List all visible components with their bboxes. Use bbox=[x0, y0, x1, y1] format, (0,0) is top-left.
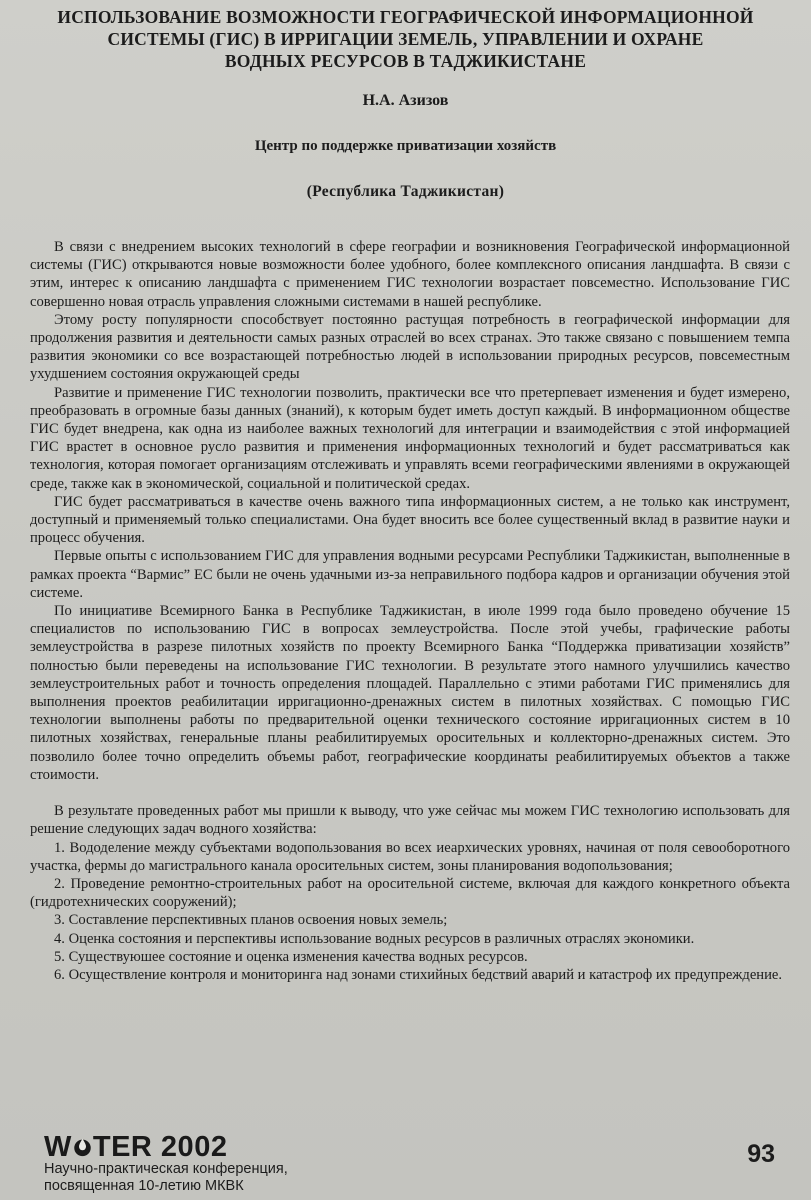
task-list bbox=[30, 839, 790, 985]
author-country: (Республика Таджикистан) bbox=[306, 183, 505, 200]
water-drop-icon bbox=[73, 1136, 92, 1158]
author-organization: Центр по поддержке приватизации хозяйств bbox=[254, 138, 557, 154]
paragraph: По инициативе Всемирного Банка в Республике Таджикистан, в июле 1999 года было проведено обучение 15 специалистов по использованию ГИС в вопросах землеустройства. После этой учебы, графические работы землеустройства в разрезе пилотных хозяйств по проекту Всемирного Банка “Поддержка приватизации хозяйств” полностью были переведены на использование ГИС технологии. В результате этого намного улучшились качество землеустроительных работ и точность определения площадей. Параллельно с этими работами ГИС применялись для выполнения проектов реабилитации ирригационно-дренажных систем в пилотных хозяйствах. С помощью ГИС технологии выполнены работы по предварительной оценки технического состояние ирригационных систем в 10 пилотных хозяйствах, генеральные планы реабилитируемых оросительных и коллекторно-дренажных систем. Это позволило более точно определить объемы работ, географические координаты реабилитируемых объектов а также стоимости. bbox=[30, 603, 790, 783]
article-title bbox=[20, 6, 791, 72]
logo-letter-w: W bbox=[44, 1131, 72, 1163]
conference-subtitle-line-2: посвященная 10-летию МКВК bbox=[44, 1178, 244, 1194]
water-2002-logo bbox=[44, 1132, 227, 1162]
paragraph: ГИС будет рассматриваться в качестве очень важного типа информационных систем, а не только как инструмент, доступный и применяемый только специалистами. Она будет вносить все более существенный вклад в развитие науки и процесс обучения. bbox=[30, 493, 790, 547]
title-line-2: СИСТЕМЫ (ГИС) В ИРРИГАЦИИ ЗЕМЕЛЬ, УПРАВЛЕНИИ И ОХРАНЕ bbox=[107, 29, 704, 49]
author-name: Н.А. Азизов bbox=[362, 92, 449, 109]
list-item: 5. Существуюшее состояние и оценка изменения качества водных ресурсов. bbox=[54, 948, 528, 965]
page-number: 93 bbox=[747, 1140, 775, 1168]
conclusion-intro: В результате проведенных работ мы пришли к выводу, что уже сейчас мы можем ГИС технологию использовать для решение следующих задач водного хозяйства: bbox=[30, 803, 790, 838]
list-item: 3. Составление перспективных планов освоения новых земель; bbox=[54, 912, 448, 929]
list-item: 1. Вододеление между субъектами водопользования во всех иеархических уровнях, начиная от поля севооборотного участка, фермы до магистрального канала оросительных систем, зоны планирования водопользования; bbox=[30, 839, 790, 874]
list-item: 6. Осуществление контроля и мониторинга над зонами стихийных бедствий аварий и катастроф их предупреждение. bbox=[54, 966, 783, 983]
conference-subtitle bbox=[44, 1161, 288, 1195]
paragraph: В связи с внедрением высоких технологий в сфере географии и возникновения Географической информационной системы (ГИС) открываются новые возможности более удобного, более комплексного описания ландшафта. В связи с этим, интерес к описанию ландшафта с применением ГИС технологии возрастает повсеместно. Использование ГИС совершенно новая отрасль управления сложными системами в нашей республике. bbox=[30, 239, 790, 310]
logo-text-ter-2002: TER 2002 bbox=[92, 1131, 228, 1163]
paragraph: Развитие и применение ГИС технологии позволить, практически все что претерпевает изменения и будет измерено, преобразовать в огромные базы данных (знаний), к которым будет иметь доступ каждый. В информационном обществе ГИС будет внедрена, как одна из наиболее важных технологий для интеграции и взаимодействия с этой информацией ГИС врастет в основное русло развития и применения информационных технологий и будет рассматриваться как технология, которая помогает организациям отслеживать и управлять всеми географическими явлениями в окружающей среде, также как в экономической, социальной и политической средах. bbox=[30, 384, 790, 492]
list-item: 4. Оценка состояния и перспективы использование водных ресурсов в различных отраслях экономики. bbox=[54, 930, 695, 947]
title-line-1: ИСПОЛЬЗОВАНИЕ ВОЗМОЖНОСТИ ГЕОГРАФИЧЕСКОЙ ИНФОРМАЦИОННОЙ bbox=[57, 7, 754, 27]
title-line-3: ВОДНЫХ РЕСУРСОВ В ТАДЖИКИСТАНЕ bbox=[224, 51, 587, 71]
conference-subtitle-line-1: Научно-практическая конференция, bbox=[44, 1161, 288, 1177]
paragraph: Первые опыты с использованием ГИС для управления водными ресурсами Республики Таджикистан, выполненные в рамках проекта “Вармис” ЕС были не очень удачными из-за неправильного подбора кадров и организации обучения этой системе. bbox=[30, 548, 790, 601]
list-item: 2. Проведение ремонтно-строительных работ на оросительной системе, включая для каждого конкретного объекта (гидротехнических сооружений); bbox=[30, 875, 790, 911]
paragraph: Этому росту популярности способствует постоянно растущая потребность в географической информации для продолжения развития и деятельности самых разных отраслей во всех странах. Это также связано с повышением темпа развития экономики со все возрастающей потребностью людей в использовании природных ресурсов, повсеместным ухудшением состояния окружающей среды bbox=[30, 311, 790, 383]
article-body bbox=[30, 238, 790, 984]
